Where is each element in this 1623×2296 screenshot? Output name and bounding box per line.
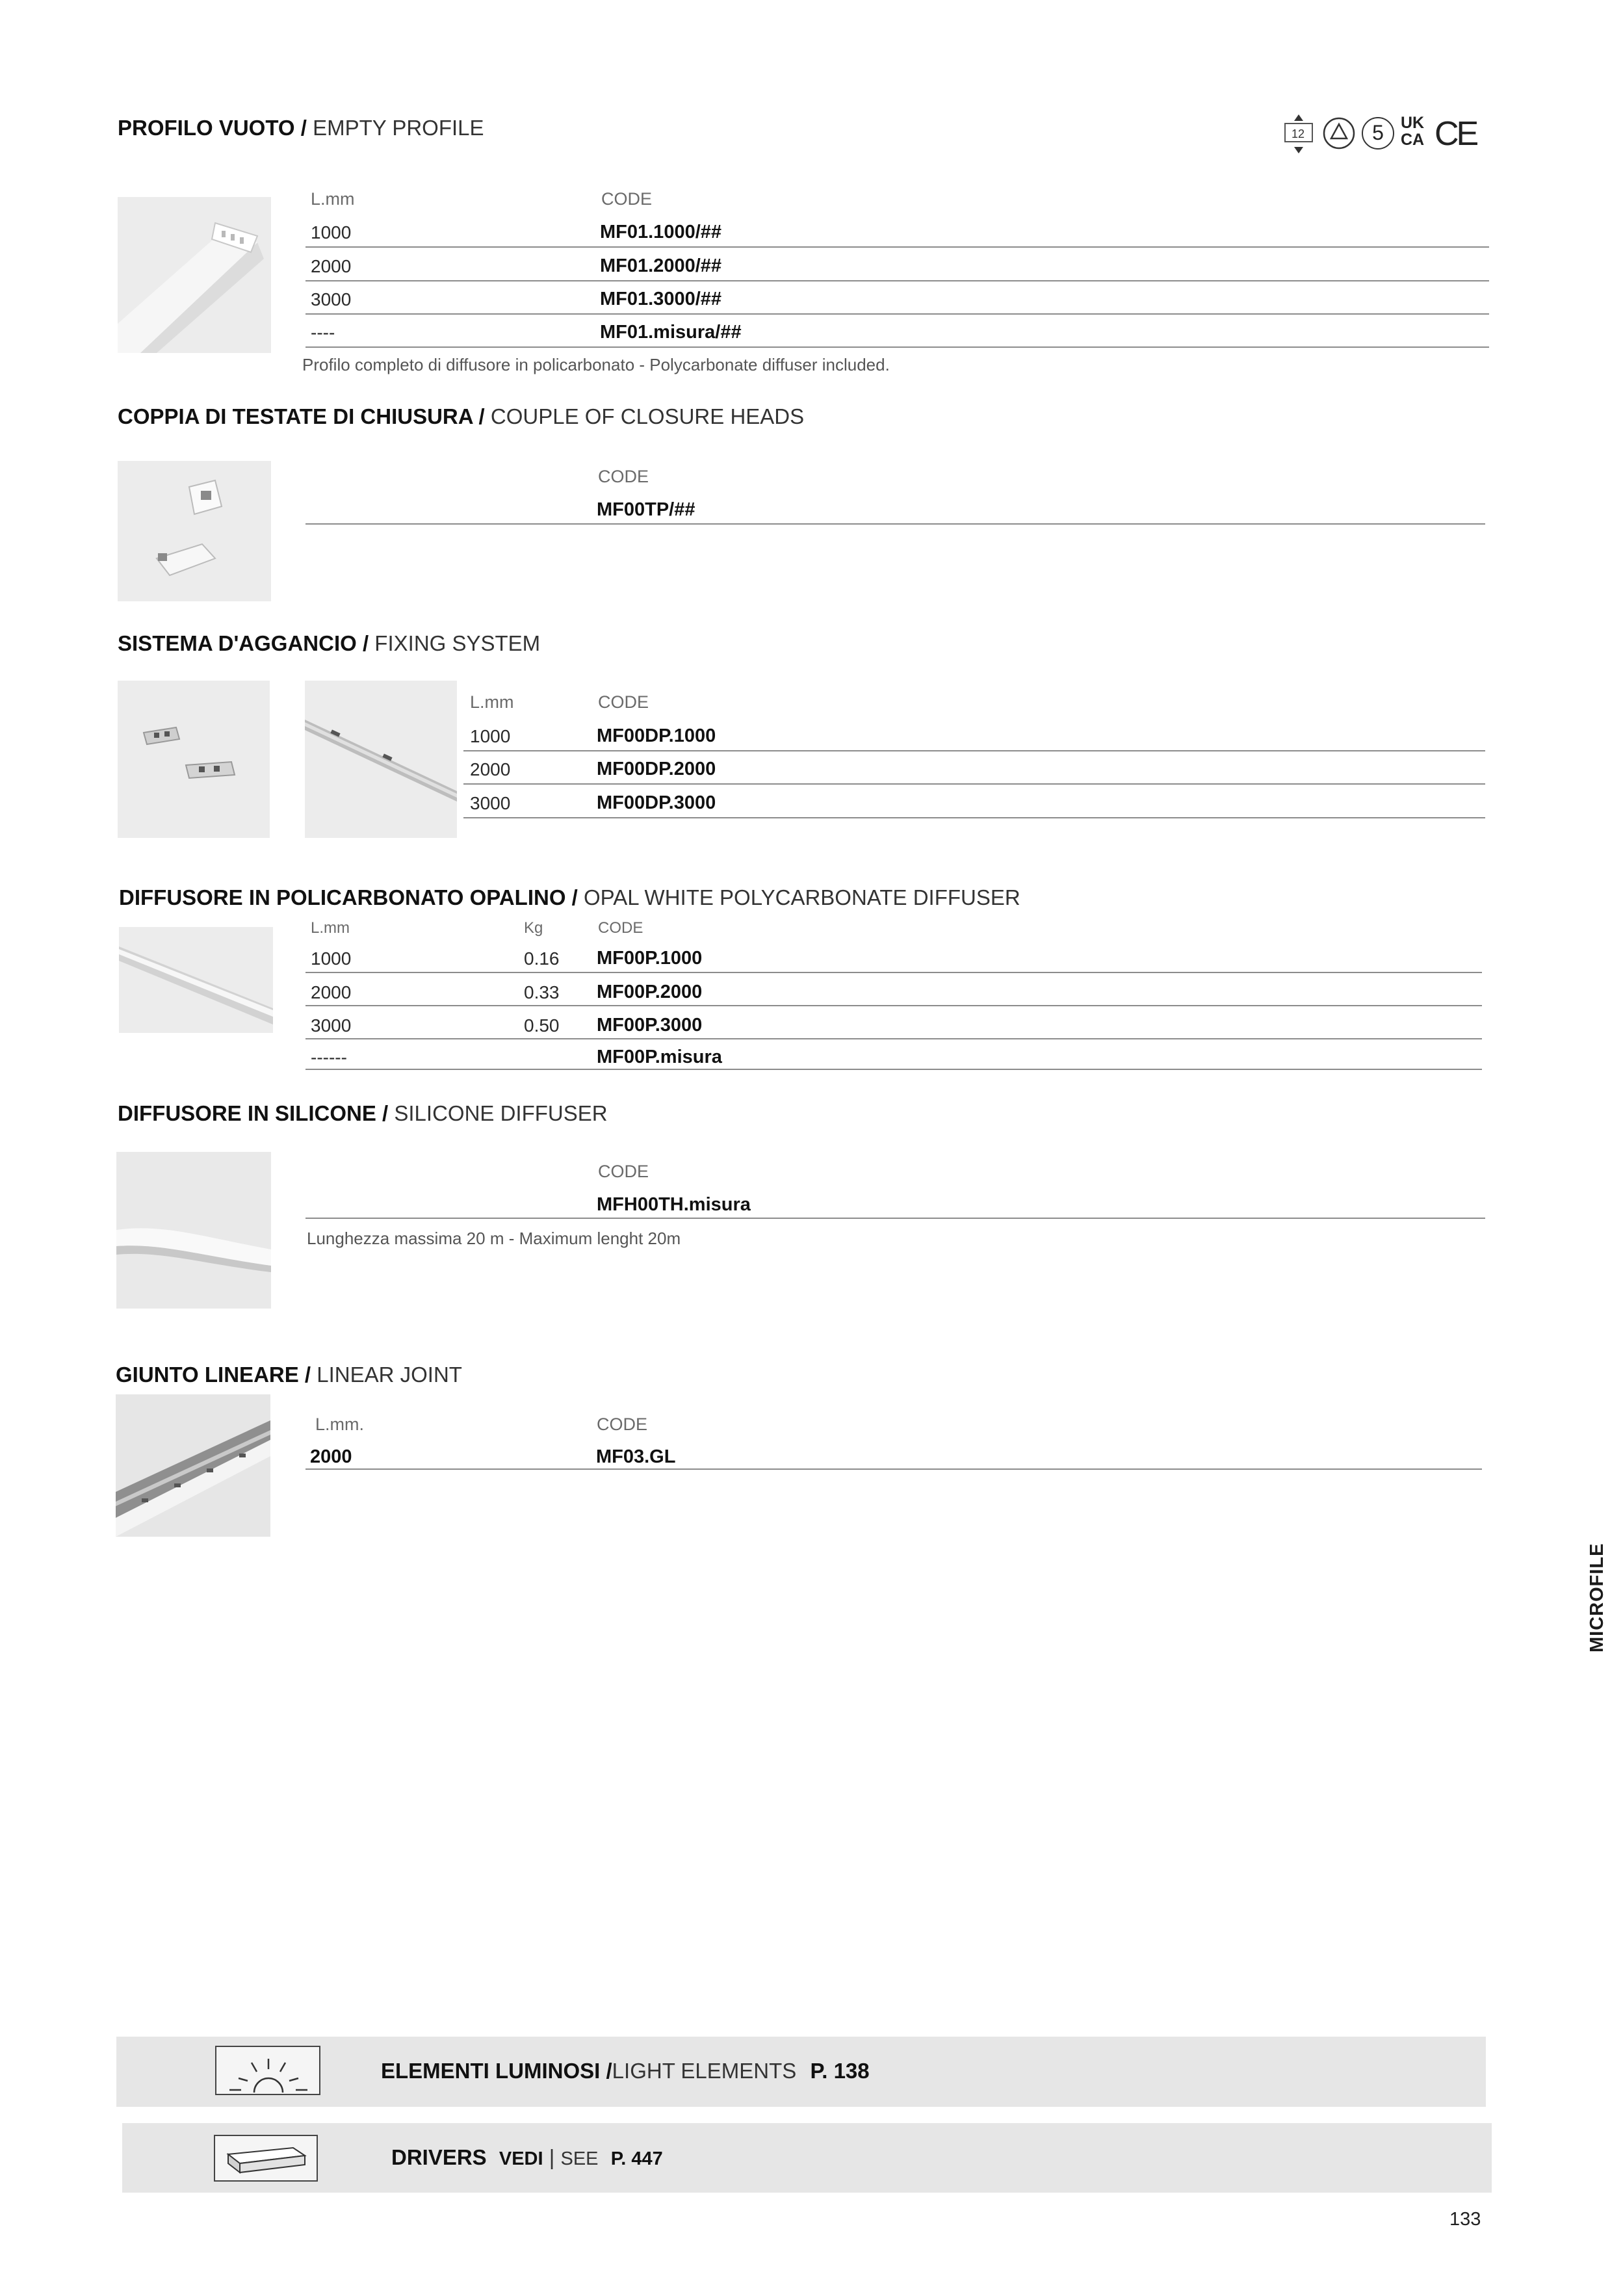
row-divider (305, 280, 1489, 281)
table-row-length: 3000 (311, 289, 352, 309)
row-divider (305, 1069, 1482, 1070)
class-icon (1362, 117, 1394, 150)
table-row-length: ---- (311, 322, 335, 343)
col-header-length: L.mm (311, 189, 355, 209)
ukca-icon: UK CA (1401, 114, 1425, 149)
col-header-length: L.mm (311, 919, 350, 937)
empty-profile-photo (118, 197, 271, 353)
table-row-length: 2000 (311, 256, 352, 276)
row-divider (463, 783, 1485, 785)
table-row-length: 3000 (470, 793, 511, 813)
col-header-code: CODE (598, 692, 649, 712)
side-tab-microfile: MICROFILE (1587, 1543, 1607, 1652)
row-divider (305, 1038, 1482, 1039)
col-header-weight: Kg (524, 919, 543, 937)
table-row-code: MF00DP.3000 (597, 792, 716, 813)
silicone-diffuser-photo (116, 1152, 271, 1309)
linear-joint-length: 2000 (310, 1446, 352, 1467)
col-header-code: CODE (597, 1415, 648, 1434)
table-row-code: MF00P.1000 (597, 948, 703, 969)
class-value: 5 (1372, 121, 1384, 144)
empty-profile-note: Profilo completo di diffusore in policarbonato - Polycarbonate diffuser included. (302, 355, 890, 374)
col-header-code: CODE (601, 189, 653, 209)
table-row-code: MF00DP.2000 (597, 759, 716, 779)
light-elements-link[interactable] (116, 2037, 1486, 2107)
ce-icon: CE (1435, 115, 1477, 153)
table-row-code: MF00P.misura (597, 1047, 722, 1067)
linear-joint-code: MF03.GL (596, 1446, 676, 1467)
section-title-closure-heads: COPPIA DI TESTATE DI CHIUSURA / COUPLE OF CLOSURE HEADS (118, 404, 805, 428)
ip-rating-value: 12 (1292, 127, 1305, 140)
row-divider (305, 246, 1489, 248)
table-row-code: MF01.1000/## (600, 222, 722, 242)
linear-joint-photo (116, 1394, 270, 1537)
silicone-diffuser-code: MFH00TH.misura (597, 1194, 751, 1215)
fixing-rail-photo (305, 681, 457, 838)
table-row-length: 2000 (470, 759, 511, 779)
section-title-linear-joint: GIUNTO LINEARE / LINEAR JOINT (116, 1363, 462, 1387)
row-divider (305, 523, 1485, 525)
row-divider (463, 817, 1485, 818)
table-row-length: 1000 (470, 726, 511, 746)
table-row-code: MF01.3000/## (600, 289, 722, 309)
certification-icons (1284, 112, 1479, 156)
light-elements-label: ELEMENTI LUMINOSI /LIGHT ELEMENTS P. 138 (381, 2059, 870, 2083)
recycle-icon (1323, 117, 1355, 150)
drivers-link[interactable] (122, 2123, 1492, 2193)
row-divider (305, 1005, 1482, 1006)
table-row-code: MF01.2000/## (600, 255, 722, 276)
opal-diffuser-photo (119, 927, 273, 1033)
driver-icon (214, 2135, 318, 2182)
closure-heads-photo (118, 461, 271, 601)
silicone-diffuser-note: Lunghezza massima 20 m - Maximum lenght 20m (307, 1229, 681, 1248)
fixing-clips-photo (118, 681, 270, 838)
col-header-code: CODE (598, 919, 643, 937)
row-divider (305, 972, 1482, 973)
closure-heads-code: MF00TP/## (597, 499, 695, 520)
row-divider (305, 1218, 1485, 1219)
row-divider (305, 313, 1489, 315)
col-header-length: L.mm (470, 692, 514, 712)
table-row-length: 1000 (311, 222, 352, 242)
row-divider (305, 346, 1489, 348)
col-header-length: L.mm. (315, 1415, 365, 1434)
section-title-opal-diffuser: DIFFUSORE IN POLICARBONATO OPALINO / OPAL WHITE POLYCARBONATE DIFFUSER (119, 885, 1020, 909)
table-row-weight: 0.33 (524, 982, 560, 1002)
table-row-length: 2000 (311, 982, 352, 1002)
table-row-code: MF00P.2000 (597, 982, 703, 1002)
table-row-weight: 0.50 (524, 1015, 560, 1036)
table-row-code: MF00P.3000 (597, 1015, 703, 1036)
ip-rating-icon (1284, 114, 1314, 153)
col-header-code: CODE (598, 1162, 649, 1181)
row-divider (463, 750, 1485, 751)
col-header-code: CODE (598, 467, 649, 486)
table-row-code: MF00DP.1000 (597, 725, 716, 746)
table-row-length: ------ (311, 1047, 347, 1067)
section-title-fixing-system: SISTEMA D'AGGANCIO / FIXING SYSTEM (118, 631, 541, 655)
table-row-length: 1000 (311, 948, 352, 969)
light-elements-icon (215, 2046, 320, 2095)
section-title-empty-profile: PROFILO VUOTO / EMPTY PROFILE (118, 116, 484, 140)
section-title-silicone-diffuser: DIFFUSORE IN SILICONE / SILICONE DIFFUSER (118, 1101, 608, 1125)
table-row-code: MF01.misura/## (600, 322, 742, 343)
table-row-length: 3000 (311, 1015, 352, 1036)
drivers-label: DRIVERS VEDI | SEE P. 447 (391, 2145, 663, 2169)
table-row-weight: 0.16 (524, 948, 560, 969)
page-number: 133 (1449, 2209, 1481, 2230)
row-divider (305, 1468, 1482, 1470)
